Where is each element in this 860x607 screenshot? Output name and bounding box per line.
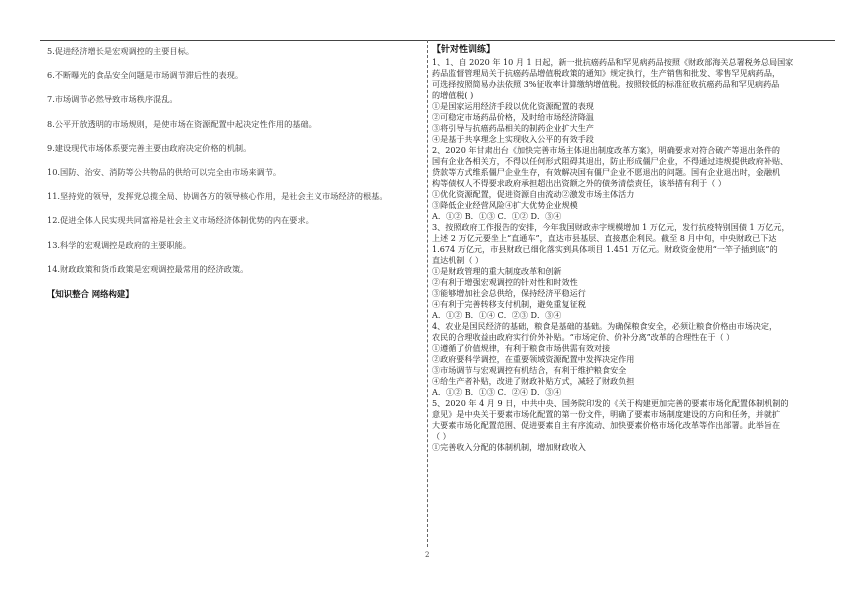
text-line: 大要素市场化配置范围、促进要素自主有序流动、加快要素价格市场化改革等作出部署。此举旨在	[432, 420, 781, 430]
text-line: ①完善收入分配的体制机制，增加财政收入	[432, 442, 586, 452]
text-line: ②政府要科学调控，在重要领域资源配置中发挥决定作用	[432, 354, 635, 364]
text-line: ④给生产者补贴，改进了财政补贴方式，减轻了财政负担	[432, 376, 635, 386]
statement-5: 5.促进经济增长是宏观调控的主要目标。	[47, 46, 194, 56]
statement-11: 11.坚持党的领导，发挥党总揽全局、协调各方的领导核心作用，是社会主义市场经济的根基。	[47, 191, 388, 202]
text-line: 贷款等方式维系僵尸企业生存，有效解决国有僵尸企业不愿退出的问题。国有企业退出时，金融机	[432, 167, 781, 177]
top-rule	[40, 40, 835, 41]
text-line: ②有利于增强宏观调控的针对性和时效性	[432, 277, 578, 287]
text-line: ①优化资源配置，促进资源自由流动②激发市场主体活力	[432, 189, 635, 199]
text-line: 农民的合理收益由政府实行价外补贴。“市场定价、价补分离”改革的合理性在于（ ）	[432, 332, 735, 342]
text-line: 直达机制（ ）	[432, 255, 484, 265]
statement-10: 10.国防、治安、消防等公共物品的供给可以完全由市场来调节。	[47, 166, 282, 177]
answer-options: A．①② B．①④ C．②③ D．③④	[432, 310, 562, 320]
statement-14: 14.财政政策和货币政策是宏观调控最常用的经济政策。	[47, 263, 249, 274]
text-line: 2、2020 年甘肃出台《加快完善市场主体退出制度改革方案》，明确要求对符合破产等退出条件的	[432, 145, 781, 155]
statement-8: 8.公平开放透明的市场规则，是使市场在资源配置中起决定性作用的基础。	[47, 118, 317, 129]
text-line: ①遵循了价值规律，有利于粮食市场供需有效对接	[432, 343, 611, 353]
text-line: ③降低企业经营风险④扩大优势企业规模	[432, 200, 578, 210]
text-line: ④是基于共享理念上实现收入公平的有效手段	[432, 134, 594, 144]
page-number: 2	[425, 551, 430, 559]
training-title: 【针对性训练】	[432, 45, 496, 55]
text-line: ③能够增加社会总供给，保持经济平稳运行	[432, 288, 586, 298]
text-line: 构等债权人不得要求政府承担超出出资额之外的债务清偿责任，该举措有利于（ ）	[432, 178, 726, 188]
text-line: 3、按照政府工作报告的安排，今年我国财政赤字规模增加 1 万亿元，发行抗疫特别国债 1 万亿元，	[432, 222, 790, 232]
text-line: ①是财政管理的重大制度改革和创新	[432, 266, 562, 276]
text-line: ①是国家运用经济手段以优化资源配置的表现	[432, 101, 594, 111]
statement-6: 6.不断曝光的食品安全问题是市场调节滞后性的表现。	[47, 70, 244, 81]
text-line: ④有利于完善转移支付机制，避免重复征税	[432, 299, 586, 309]
text-line: 可选择按照简易办法依照 3%征收率计算缴纳增值税。按照较低的标准征收抗癌药品和罕见病药品	[432, 79, 780, 89]
text-line: 5、2020 年 4 月 9 日，中共中央、国务院印发的《关于构建更加完善的要素市场化配置体制机制的	[432, 398, 789, 408]
statement-7: 7.市场调节必然导致市场秩序混乱。	[47, 94, 178, 105]
text-line: 国有企业各相关方，不得以任何形式阻碍其退出，防止形成僵尸企业，不得通过违规提供政府补贴、	[432, 156, 789, 166]
text-line: 1、1、自 2020 年 10 月 1 日起，新一批抗癌药品和罕见病药品按照《财政部海关总署税务总局国家	[432, 57, 794, 67]
statement-13: 13.科学的宏观调控是政府的主要职能。	[47, 239, 192, 250]
text-line: 上述 2 万亿元要坐上“直通车”，直达市县基层、直接惠企利民。截至 8 月中旬，中央财政已下达	[432, 233, 777, 243]
section-heading-knowledge: 【知识整合 网络构建】	[47, 288, 134, 299]
right-column	[432, 45, 832, 453]
left-column	[47, 46, 419, 300]
answer-options: A．①② B．①③ C．②④ D．③④	[432, 387, 562, 397]
text-line: 药品监督管理局关于抗癌药品增值税政策的通知》规定执行，生产销售和批发、零售罕见病药品，	[432, 68, 781, 78]
statement-9: 9.建设现代市场体系要完善主要由政府决定价格的机制。	[47, 142, 252, 153]
text-line: ②可稳定市场药品价格，及时给市场经济降温	[432, 112, 594, 122]
text-line: 4、农业是国民经济的基础，粮食是基础的基础。为确保粮食安全，必须让粮食价格由市场决定，	[432, 321, 778, 331]
text-line: ③市场调节与宏观调控有机结合，有利于维护粮食安全	[432, 365, 627, 375]
text-line: 意见》是中央关于要素市场化配置的第一份文件，明确了要素市场制度建设的方向和任务，并就扩	[432, 409, 781, 419]
answer-options: A．①② B．①③ C．①② D．③④	[432, 211, 562, 221]
text-line: 1.674 万亿元，市县财政已细化落实到具体项目 1.451 万亿元。财政资金使用“一竿子插到底”的	[432, 244, 778, 254]
column-divider	[427, 40, 428, 547]
text-line: ③将引导与抗癌药品相关的制药企业扩大生产	[432, 123, 594, 133]
training-lines	[432, 57, 832, 453]
statement-12: 12.促进全体人民实现共同富裕是社会主义市场经济体制优势的内在要求。	[47, 215, 314, 226]
text-line: （ ）	[432, 431, 451, 441]
text-line: 的增值税( )	[432, 90, 474, 100]
